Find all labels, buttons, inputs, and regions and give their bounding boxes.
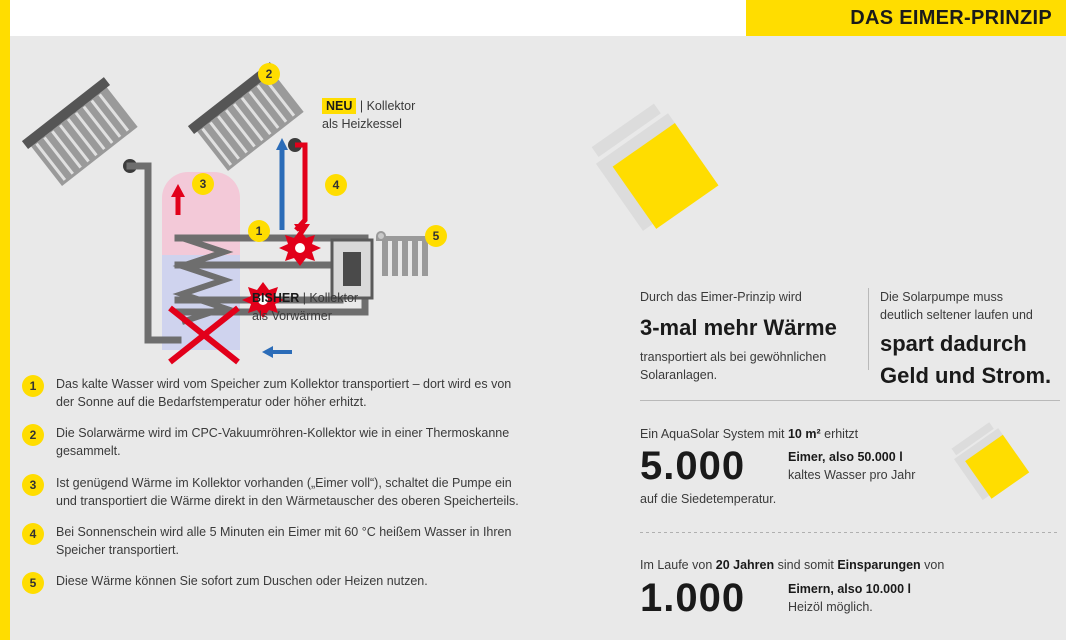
label-bisher [252,290,358,325]
system-schematic [10,40,530,370]
divider-1 [640,400,1060,401]
list-item [22,424,532,460]
savings-number: 1.000 [640,576,746,620]
legend-text-1: Das kalte Wasser wird vom Speicher zum Kollektor transportiert – dort wird es von der Sonne auf die Bedarfstemperatur oder höher erhitzt. [56,377,512,410]
stat-block-aquasolar [640,425,940,443]
savings-lead-pre: Im Laufe von [640,558,716,572]
collector-old-icon [22,77,141,188]
savings-side-bold: Eimern, also 10.000 l [788,582,911,596]
valve-burst-top [279,230,321,266]
collector-new-icon [188,62,307,173]
savings-side-rest: Heizöl möglich. [788,600,873,615]
aquasolar-side-rest: kaltes Wasser pro Jahr [788,468,916,483]
label-neu-sub: als Heizkessel [322,116,402,131]
legend-list [22,375,532,607]
marker-2: 2 [258,63,280,85]
label-neu [322,98,415,133]
label-bisher-tag: BISHER [252,291,300,305]
label-neu-tag: NEU [322,98,356,114]
marker-5: 5 [425,225,447,247]
savings-lead-post: von [920,558,945,572]
aquasolar-tail: auf die Siedetemperatur. [640,492,777,506]
list-item [22,474,532,510]
right-column [640,40,1060,638]
legend-badge-5: 5 [22,572,44,594]
legend-text-2: Die Solarwärme wird im CPC-Vakuumröhren-Kollektor wie in einer Thermoskanne gesammelt. [56,426,510,459]
legend-text-5: Diese Wärme können Sie sofort zum Duschen oder Heizen nutzen. [56,574,428,588]
stat-block-savings [640,556,970,574]
hot-pipe [295,145,305,230]
benefit-block-transport [640,288,860,384]
aquasolar-side-bold: Eimer, also 50.000 l [788,450,903,464]
page-title: DAS EIMER-PRINZIP [850,6,1052,29]
arrow-left-blue [262,346,292,358]
savings-lead-bold2: Einsparungen [837,558,921,572]
marker-4: 4 [325,174,347,196]
benefit-line-1: Durch das Eimer-Prinzip wird [640,290,802,304]
aquasolar-lead-bold: 10 m² [787,427,821,441]
legend-badge-4: 4 [22,523,44,545]
benefit-line-2: transportiert als bei gewöhnlichen [640,350,827,365]
savings-side [788,580,1008,616]
legend-text-4: Bei Sonnenschein wird alle 5 Minuten ein Eimer mit 60 °C heißem Wasser in Ihren Speicher transportiert. [56,524,512,557]
legend-badge-2: 2 [22,424,44,446]
savings-lead-mid: sind somit [774,558,838,572]
benefit-block-pump [880,288,1066,392]
list-item [22,572,532,594]
label-bisher-rest: | Kollektor [299,291,359,305]
pump-headline-1: spart dadurch [880,331,1027,357]
radiator-icon [376,232,432,276]
list-item [22,375,532,411]
left-accent-bar [0,0,10,640]
pump-headline-2: Geld und Strom. [880,363,1052,389]
pump-line-1: Die Solarpumpe muss [880,290,1003,304]
divider-2 [640,532,1060,533]
marker-3: 3 [192,173,214,195]
legend-badge-1: 1 [22,375,44,397]
savings-lead-bold: 20 Jahren [715,558,775,572]
aquasolar-number: 5.000 [640,444,746,488]
header-bar [746,0,1066,36]
divider-vertical [868,288,869,370]
aquasolar-side [788,448,988,484]
aquasolar-lead-post: erhitzt [820,427,859,441]
benefit-headline: 3-mal mehr Wärme [640,315,837,341]
legend-badge-3: 3 [22,474,44,496]
aquasolar-lead-pre: Ein AquaSolar System mit [640,427,788,441]
legend-text-3: Ist genügend Wärme im Kollektor vorhanden („Eimer voll“), schaltet die Pumpe ein und transportiert die Wärme direkt in den Wärmetauscher des oberen Speicherteils. [56,475,519,508]
pump-line-2: deutlich seltener laufen und [880,308,1033,323]
benefit-line-3: Solaranlagen. [640,368,718,383]
label-bisher-sub: als Vorwärmer [252,308,332,323]
aquasolar-lead [640,425,940,443]
bucket-graphic-large [580,95,740,255]
marker-1: 1 [248,220,270,242]
list-item [22,523,532,559]
label-neu-rest: | Kollektor [356,99,416,113]
